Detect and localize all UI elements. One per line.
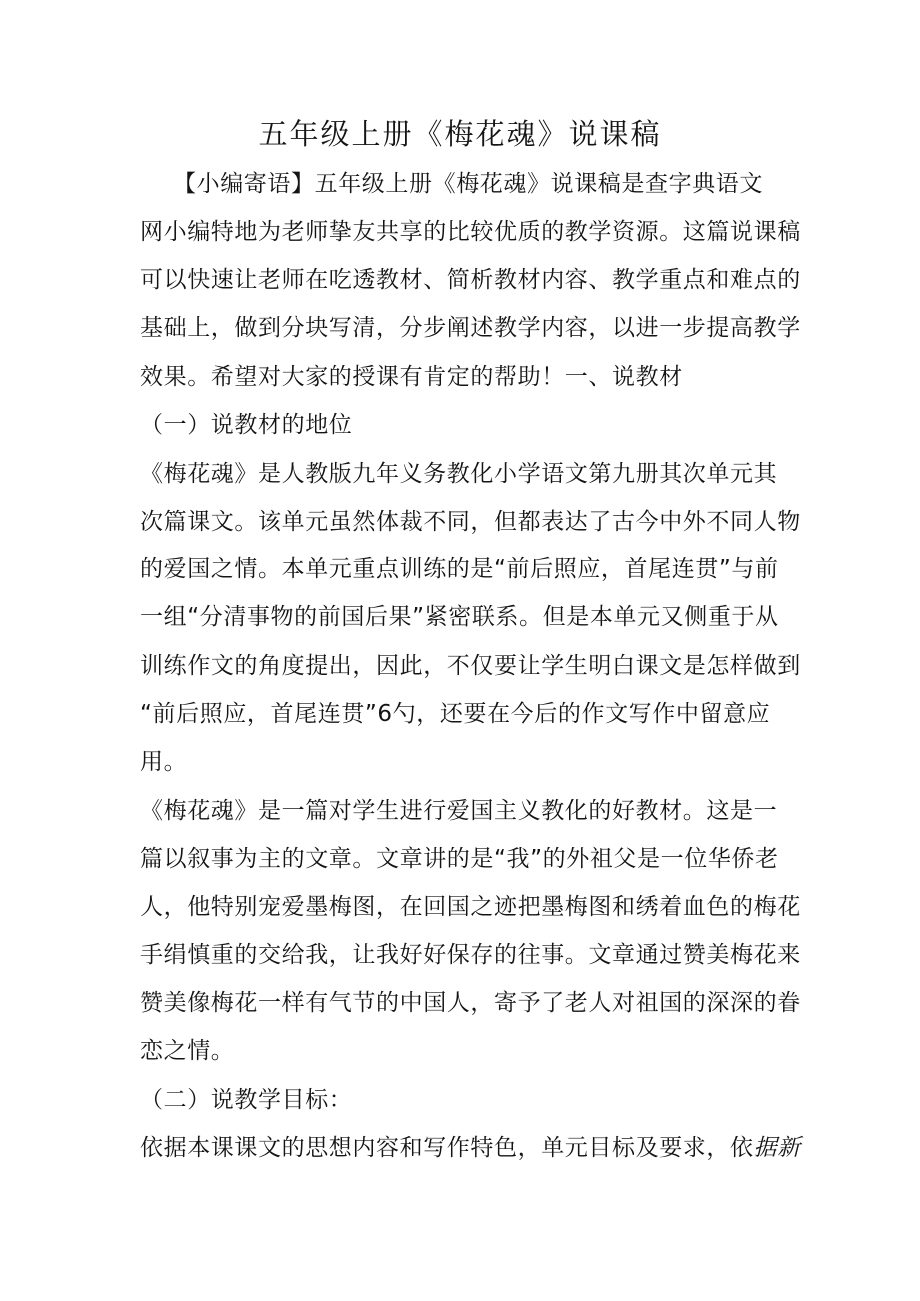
paragraph-line: 的爱国之情。本单元重点训练的是“前后照应，首尾连贯”与前	[140, 556, 779, 582]
paragraph-line: 次篇课文。该单元虽然体裁不同，但都表达了古今中外不同人物	[140, 509, 801, 535]
paragraph-line: 《梅花魂》是人教版九年义务教化小学语文第九册其次单元其	[140, 461, 778, 487]
paragraph-line-text: 依据本课课文的思想内容和写作特色，单元目标及要求，依	[140, 1135, 754, 1161]
paragraph-line: 赞美像梅花一样有气节的中国人，寄予了老人对祖国的深深的眷	[140, 990, 801, 1016]
paragraph-line: 效果。希望对大家的授课有肯定的帮助！一、说教材	[140, 364, 683, 390]
paragraph-line: 人，他特别宠爱墨梅图，在回国之迹把墨梅图和绣着血色的梅花	[140, 894, 801, 920]
paragraph-line: 基础上，做到分块写清，分步阐述教学内容，以进一步提高教学	[140, 315, 801, 341]
paragraph-line: 可以快速让老师在吃透教材、简析教材内容、教学重点和难点的	[140, 267, 801, 293]
document-title: 五年级上册《梅花魂》说课稿	[258, 117, 662, 151]
paragraph-line: 用。	[140, 749, 188, 775]
paragraph-line	[140, 1132, 801, 1164]
section-heading: （一）说教材的地位	[140, 412, 353, 438]
paragraph-line: 《梅花魂》是一篇对学生进行爱国主义教化的好教材。这是一	[140, 798, 778, 824]
paragraph-line: 网小编特地为老师挚友共享的比较优质的教学资源。这篇说课稿	[140, 219, 801, 245]
paragraph-line: 一组“分清事物的前国后果”紧密联系。但是本单元又侧重于从	[140, 604, 779, 630]
paragraph-line: 【小编寄语】五年级上册《梅花魂》说课稿是查字典语文	[173, 171, 763, 197]
paragraph-line: 训练作文的角度提出，因此，不仅要让学生明白课文是怎样做到	[140, 653, 801, 679]
paragraph-line-tail: 据新	[753, 1135, 801, 1161]
paragraph-line: “前后照应，首尾连贯”6勺，还要在今后的作文写作中留意应	[140, 701, 771, 727]
paragraph-line: 篇以叙事为主的文章。文章讲的是“我”的外祖父是一位华侨老	[140, 846, 779, 872]
section-heading: （二）说教学目标：	[140, 1087, 353, 1113]
paragraph-line: 恋之情。	[140, 1038, 235, 1064]
paragraph-line: 手绢慎重的交给我，让我好好保存的往事。文章通过赞美梅花来	[140, 942, 801, 968]
